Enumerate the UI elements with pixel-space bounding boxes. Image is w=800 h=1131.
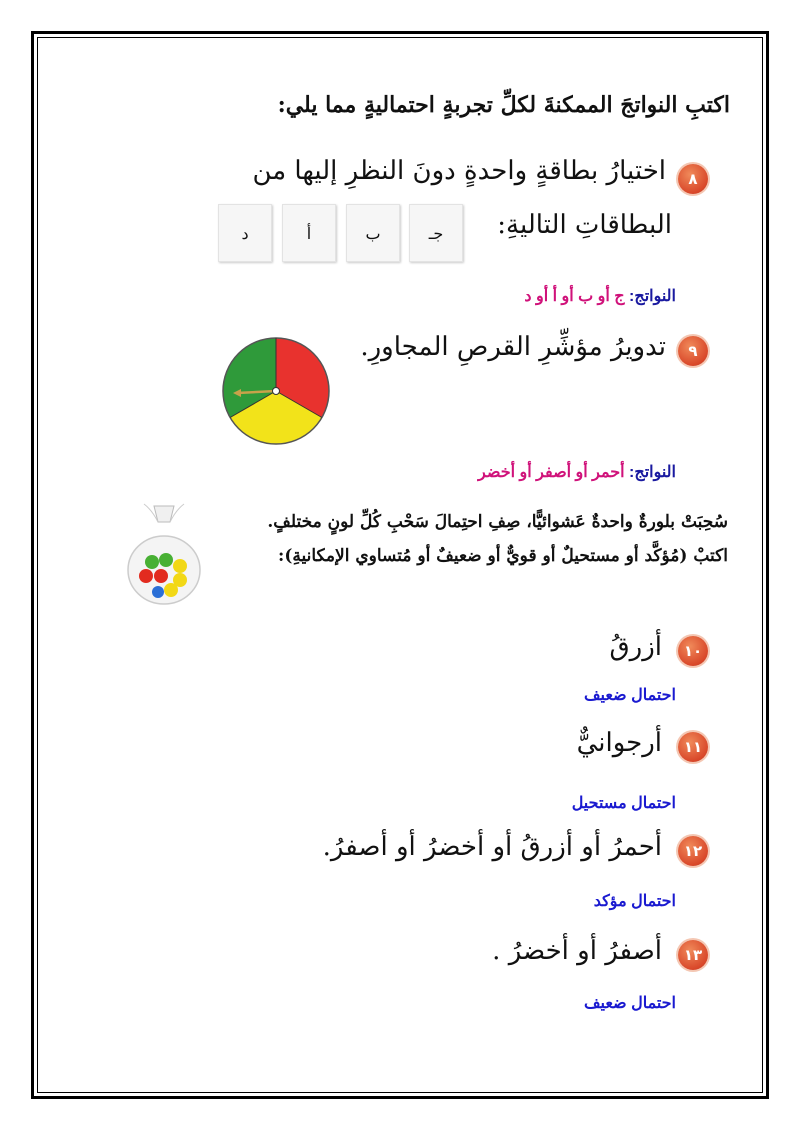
question-11-text: أرجوانيٌّ (576, 728, 662, 758)
question-10-text: أزرقُ (609, 632, 662, 662)
question-8-answer (524, 286, 676, 306)
card-jeem: جـ (409, 204, 463, 262)
card-alif: أ (282, 204, 336, 262)
answer-label: النواتج: (629, 288, 676, 305)
question-13-text: أصفرُ أو أخضرُ . (492, 936, 662, 966)
section-2-line1: سُحِبَتْ بلورةٌ واحدةٌ عَشوائيًّا، صِفِ احتِمالَ سَحْبِ كُلِّ لونٍ مختلفٍ. (267, 512, 728, 532)
marble-bag-image (124, 500, 204, 610)
question-10-badge: ١٠ (678, 636, 708, 666)
question-11-badge: ١١ (678, 732, 708, 762)
question-13-badge: ١٣ (678, 940, 708, 970)
question-8-line1: اختيارُ بطاقةٍ واحدةٍ دونَ النظرِ إليها من (252, 156, 666, 186)
question-8-badge: ٨ (678, 164, 708, 194)
answer-value: ج أو ب أو أ أو د (524, 288, 625, 305)
question-8-line2: البطاقاتِ التاليةِ: (497, 210, 672, 240)
card-baa: ب (346, 204, 400, 262)
question-12-badge: ١٢ (678, 836, 708, 866)
question-9-badge: ٩ (678, 336, 708, 366)
answer-label: النواتج: (629, 464, 676, 481)
section-2-line2: اكتبْ (مُؤكَّد أو مستحيلٌ أو قويٌّ أو ضعيفٌ أو مُتساوي الإمكانيةِ): (278, 546, 728, 566)
question-12-text: أحمرُ أو أزرقُ أو أخضرُ أو أصفرُ. (322, 832, 662, 862)
question-13-answer: احتمال ضعيف (583, 995, 676, 1012)
spinner-image (221, 336, 331, 446)
question-9-answer (478, 462, 676, 482)
answer-value: أحمر أو أصفر أو أخضر (478, 464, 625, 481)
question-12-answer: احتمال مؤكد (593, 893, 676, 910)
instruction-heading: اكتبِ النواتجَ الممكنةَ لكلِّ تجربةٍ احتماليةٍ مما يلي: (277, 92, 730, 118)
card-dal: د (218, 204, 272, 262)
question-11-answer: احتمال مستحيل (571, 795, 676, 812)
question-10-answer: احتمال ضعيف (583, 687, 676, 704)
question-9-text: تدويرُ مؤشِّرِ القرصِ المجاورِ. (360, 332, 666, 362)
